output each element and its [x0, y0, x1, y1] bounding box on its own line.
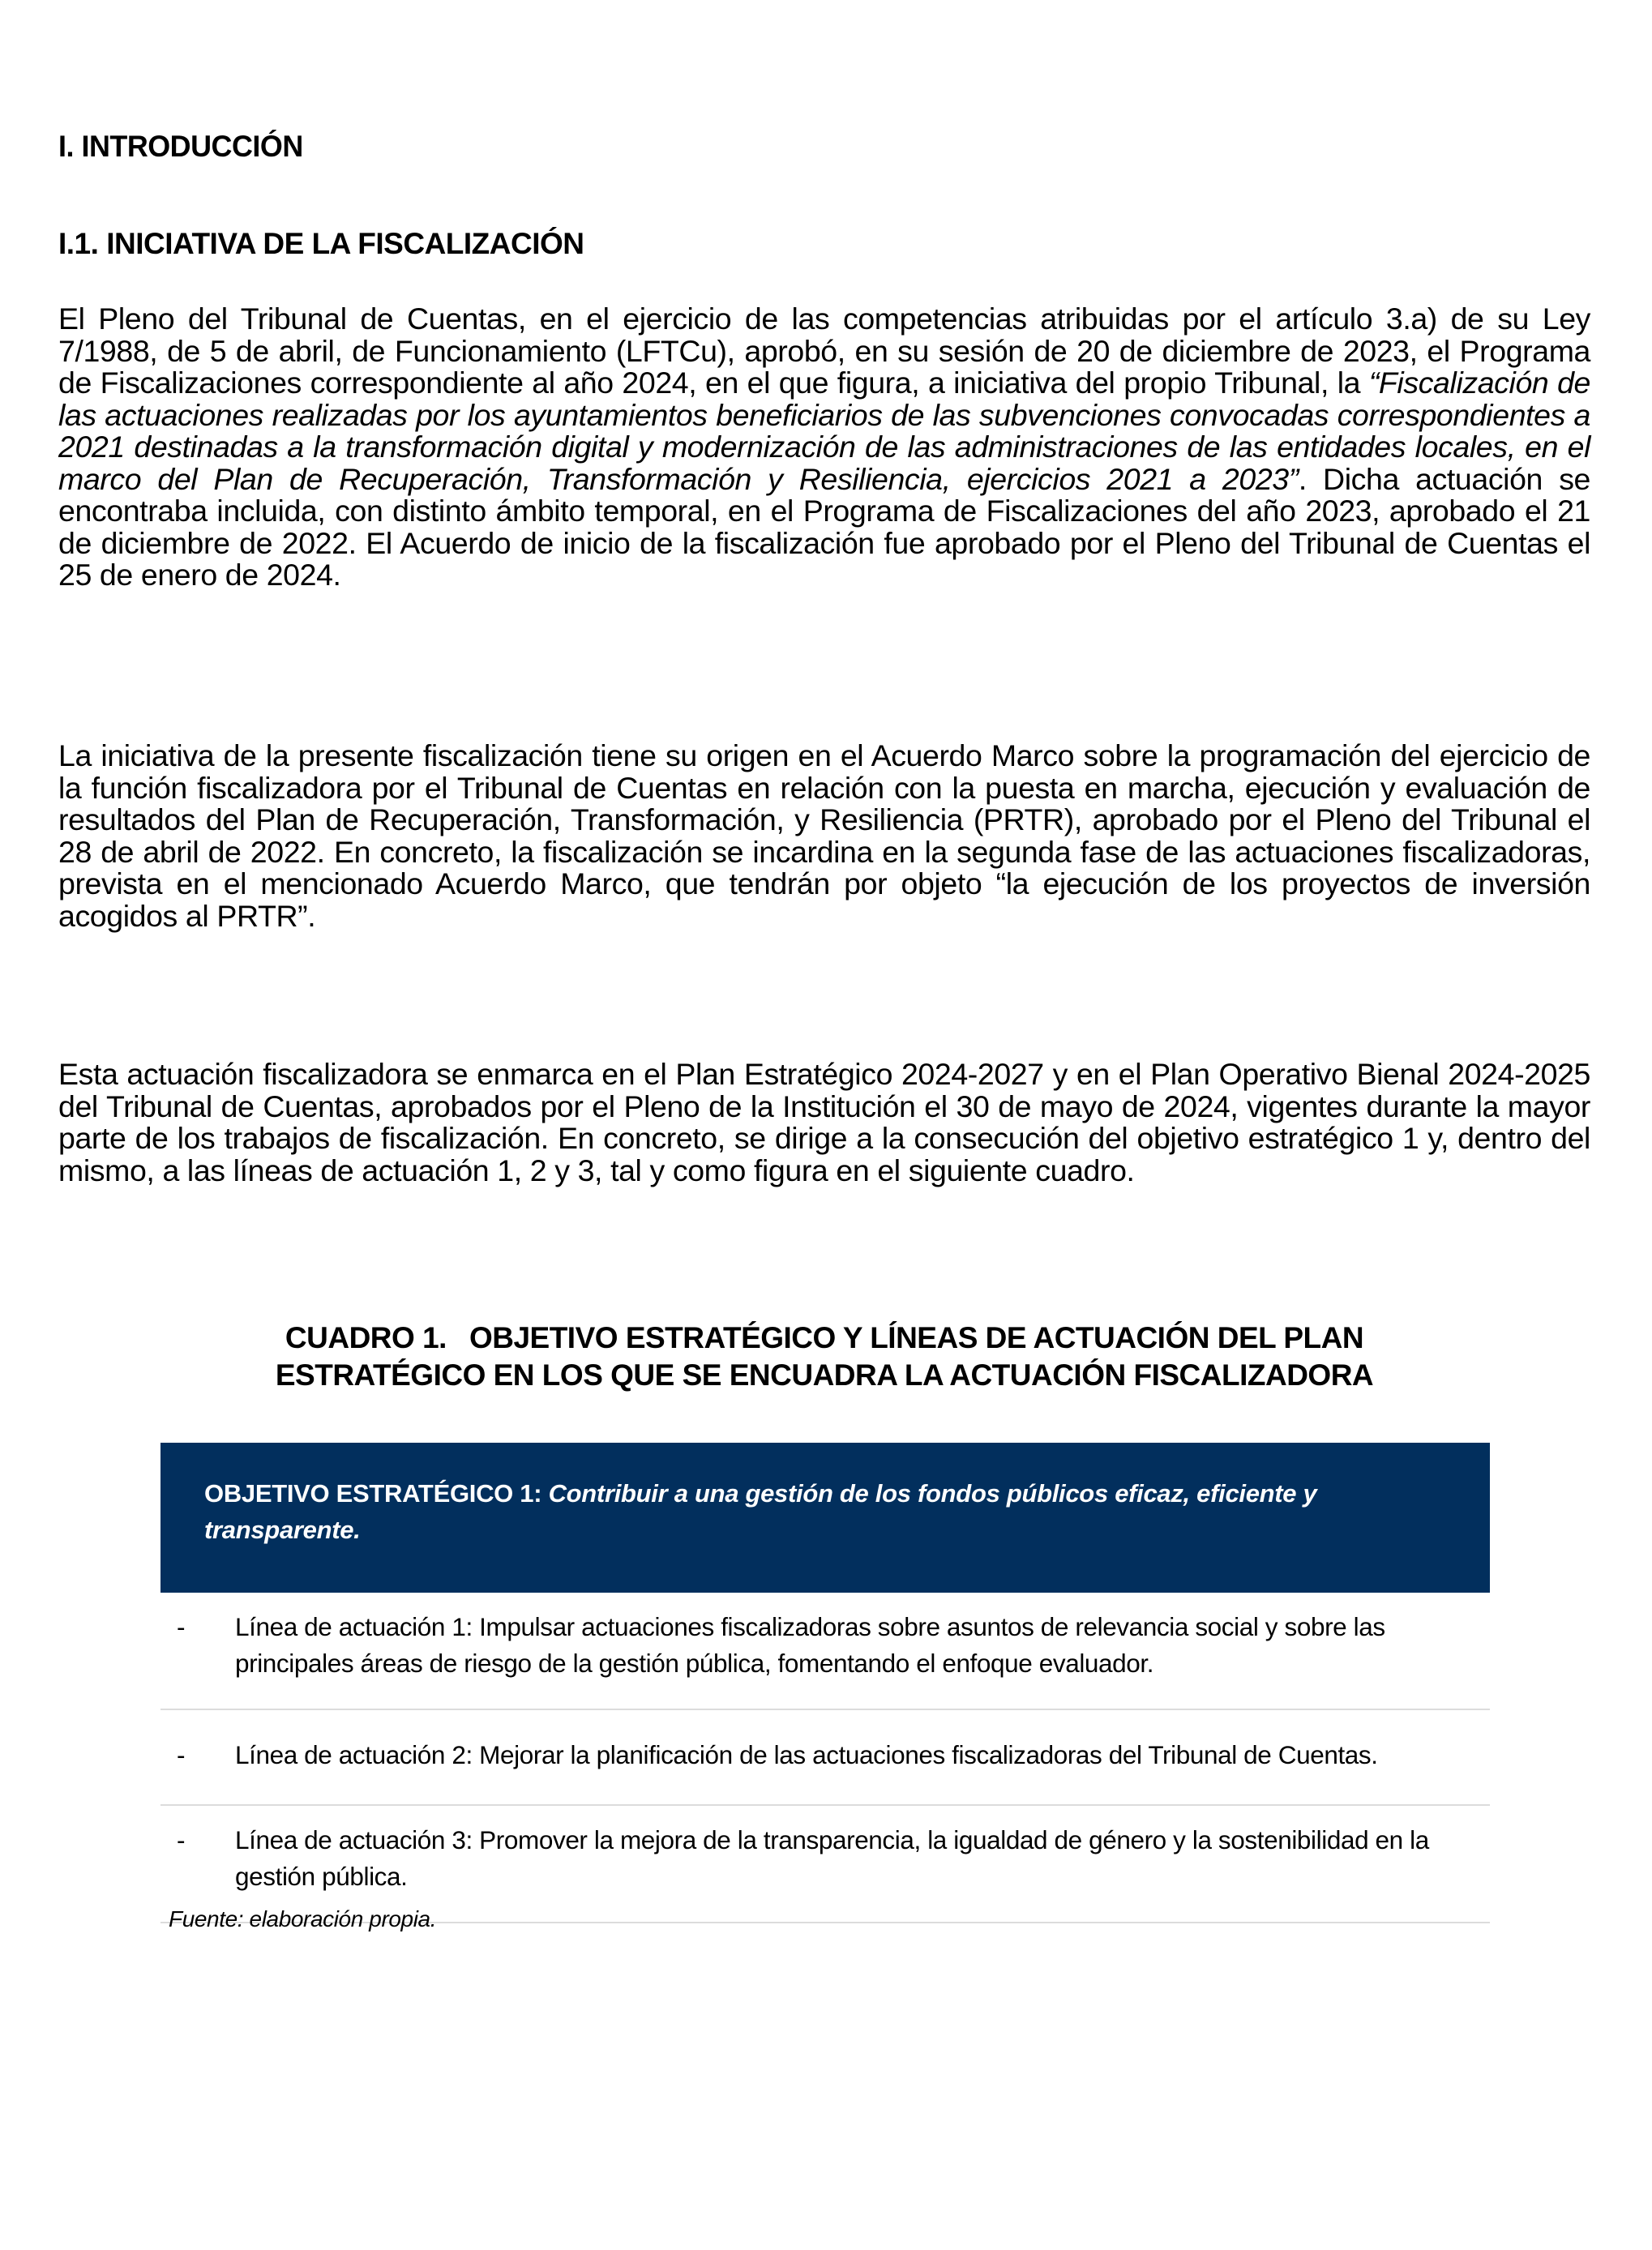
- objective-header: [160, 1443, 1490, 1593]
- table-title-line2: ESTRATÉGICO EN LOS QUE SE ENCUADRA LA ACTUACIÓN FISCALIZADORA: [275, 1358, 1374, 1392]
- paragraph-text: . Dicha actuación se encontraba incluida, con distinto ámbito temporal, en el Programa de Fiscalizaciones del año 2023, aprobado el 21 de diciembre de 2022. El Acuerdo de inicio de la fiscalización fue aprobado por el Pleno del Tribunal de Cuentas el 25 de enero de 2024.: [58, 461, 1590, 592]
- paragraph-strategic-plan: Esta actuación fiscalizadora se enmarca en el Plan Estratégico 2024-2027 y en el Plan Operativo Bienal 2024-2025 del Tribunal de Cuentas, aprobados por el Pleno de la Institución el 30 de mayo de 2024, vigentes durante la mayor parte de los trabajos de fiscalización. En concreto, se dirige a la consecución del objetivo estratégico 1 y, dentro del mismo, a las líneas de actuación 1, 2 y 3, tal y como figura en el siguiente cuadro.: [58, 1057, 1590, 1187]
- section-heading: I. INTRODUCCIÓN: [58, 130, 303, 163]
- table-title-line1: OBJETIVO ESTRATÉGICO Y LÍNEAS DE ACTUACIÓN DEL PLAN: [469, 1321, 1364, 1354]
- action-line-text: Línea de actuación 1: Impulsar actuaciones fiscalizadoras sobre asuntos de relevancia social y sobre las principales áreas de riesgo de la gestión pública, fomentando el enfoque evaluador.: [235, 1612, 1385, 1678]
- subsection-heading: I.1. INICIATIVA DE LA FISCALIZACIÓN: [58, 227, 584, 260]
- paragraph-initiative: [58, 303, 1590, 592]
- table-number: CUADRO 1.: [285, 1321, 447, 1354]
- table-caption: [156, 1320, 1493, 1394]
- paragraph-text: El Pleno del Tribunal de Cuentas, en el ejercicio de las competencias atribuidas por el artículo 3.a) de su Ley 7/1988, de 5 de abril, de Funcionamiento (LFTCu), aprobó, en su sesión de 20 de diciembre de 2023, el Programa de Fiscalizaciones correspondiente al año 2024, en el que figura, a iniciativa del propio Tribunal, la: [58, 302, 1590, 400]
- action-line-item: [160, 1710, 1490, 1806]
- table-source-note: Fuente: elaboración propia.: [169, 1906, 437, 1931]
- dash-bullet: -: [177, 1612, 186, 1641]
- dash-bullet: -: [177, 1825, 186, 1854]
- paragraph-origin: La iniciativa de la presente fiscalización tiene su origen en el Acuerdo Marco sobre la programación del ejercicio de la función fiscalizadora por el Tribunal de Cuentas en relación con la puesta en marcha, ejecución y evaluación de resultados del Plan de Recuperación, Transformación, y Resiliencia (PRTR), aprobado por el Pleno del Tribunal el 28 de abril de 2022. En concreto, la fiscalización se incardina en la segunda fase de las actuaciones fiscalizadoras, prevista en el mencionado Acuerdo Marco, que tendrán por objeto “la ejecución de los proyectos de inversión acogidos al PRTR”.: [58, 738, 1590, 933]
- objective-label: OBJETIVO ESTRATÉGICO 1:: [204, 1479, 542, 1508]
- audit-title-quote: “Fiscalización de las actuaciones realizadas por los ayuntamientos beneficiarios de las subvenciones convocadas correspondientes a 2021 destinadas a la transformación digital y modernización de las administraciones de las entidades locales, en el marco del Plan de Recuperación, Transformación y Resiliencia, ejercicios 2021 a 2023”: [58, 366, 1590, 496]
- action-line-text: Línea de actuación 3: Promover la mejora de la transparencia, la igualdad de género y la sostenibilidad en la gestión pública.: [235, 1825, 1429, 1891]
- action-line-item: [160, 1593, 1490, 1710]
- objective-text: Contribuir a una gestión de los fondos públicos eficaz, eficiente y transparente.: [204, 1479, 1317, 1544]
- dash-bullet: -: [177, 1740, 186, 1769]
- strategic-objective-table: [160, 1443, 1490, 1923]
- action-line-text: Línea de actuación 2: Mejorar la planificación de las actuaciones fiscalizadoras del Tribunal de Cuentas.: [235, 1740, 1378, 1769]
